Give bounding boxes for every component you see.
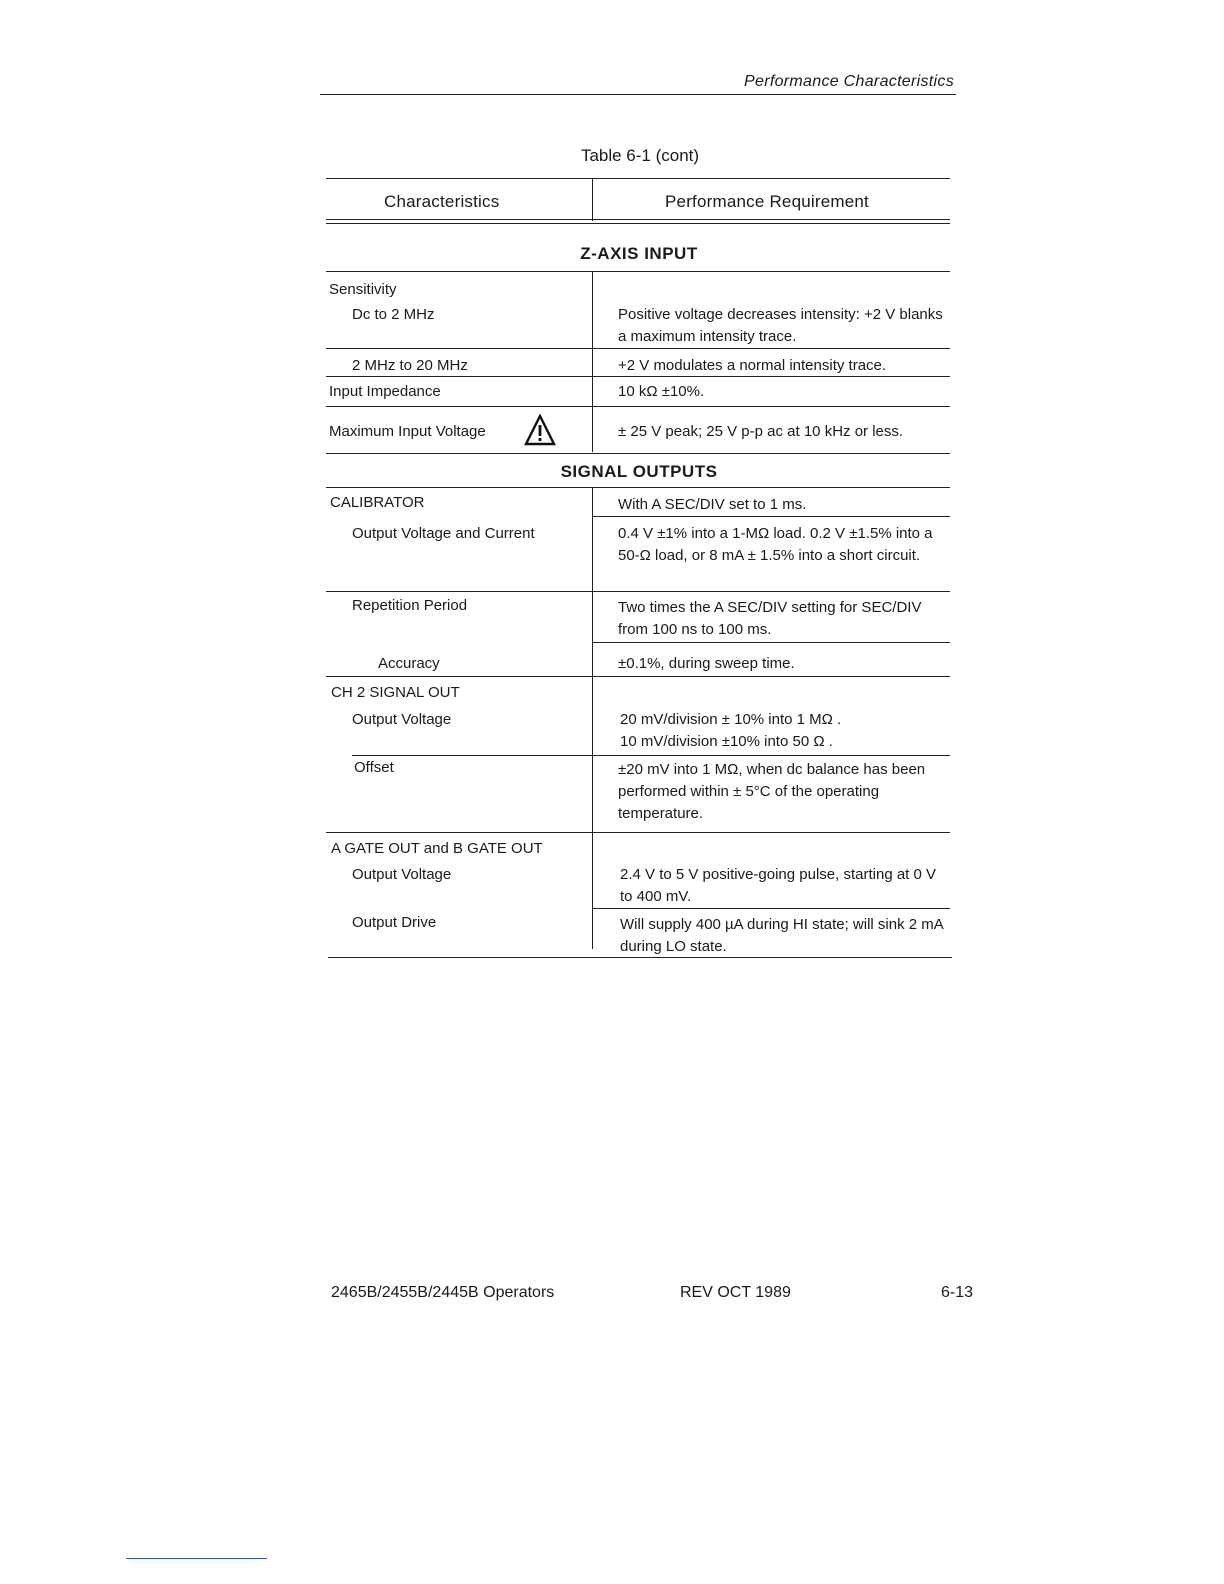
- column-divider: [592, 487, 593, 949]
- rule: [592, 642, 950, 643]
- rule: [326, 591, 950, 592]
- footer-page-number: 6-13: [941, 1284, 974, 1301]
- row-dc-2mhz: Dc to 2 MHz: [352, 306, 435, 323]
- section-signal-outputs: SIGNAL OUTPUTS: [560, 462, 718, 481]
- running-title: Performance Characteristics: [744, 73, 954, 90]
- req-offset: ±20 mV into 1 MΩ, when dc balance has been performed within ± 5°C of the operating temperature.: [618, 761, 926, 822]
- req-calibrator: With A SEC/DIV set to 1 ms.: [618, 496, 807, 513]
- rule: [326, 406, 950, 407]
- row-calibrator: CALIBRATOR: [330, 494, 425, 511]
- table-title: Table 6-1 (cont): [580, 146, 700, 165]
- footer-revision: REV OCT 1989: [680, 1284, 791, 1301]
- rule: [326, 271, 950, 272]
- row-offset: Offset: [354, 759, 394, 776]
- row-ch2-output-voltage: Output Voltage: [352, 711, 452, 728]
- req-dc-2mhz: Positive voltage decreases intensity: +2 V blanks a maximum intensity trace.: [618, 306, 943, 345]
- rule: [326, 223, 950, 224]
- row-ch2-signal-out: CH 2 SIGNAL OUT: [331, 684, 460, 701]
- link-underline: [126, 1558, 267, 1559]
- row-input-impedance: Input Impedance: [329, 383, 441, 400]
- req-ch2-voltage-line-1: 20 mV/division ± 10% into 1 MΩ .: [620, 711, 842, 728]
- rule: [326, 348, 950, 349]
- req-2-20mhz: +2 V modulates a normal intensity trace.: [618, 357, 887, 374]
- rule: [592, 516, 950, 517]
- footer-manual: 2465B/2455B/2445B Operators: [331, 1284, 555, 1301]
- rule: [326, 219, 950, 220]
- req-gate-output-voltage: 2.4 V to 5 V positive-going pulse, starting at 0 V to 400 mV.: [620, 866, 937, 905]
- req-output-voltage-current: 0.4 V ±1% into a 1-MΩ load. 0.2 V ±1.5% into a 50-Ω load, or 8 mA ± 1.5% into a short circuit.: [618, 525, 933, 564]
- req-repetition-period: Two times the A SEC/DIV setting for SEC/DIV from 100 ns to 100 ms.: [618, 599, 922, 638]
- rule: [592, 908, 950, 909]
- rule: [328, 957, 952, 958]
- req-max-input-voltage: ± 25 V peak; 25 V p-p ac at 10 kHz or less.: [618, 423, 904, 440]
- rule: [326, 832, 950, 833]
- rule: [326, 178, 950, 179]
- row-gate-out: A GATE OUT and B GATE OUT: [331, 840, 543, 857]
- row-max-input-voltage: Maximum Input Voltage: [329, 423, 486, 440]
- req-accuracy: ±0.1%, during sweep time.: [618, 655, 795, 672]
- row-repetition-period: Repetition Period: [352, 597, 468, 614]
- row-2-20mhz: 2 MHz to 20 MHz: [352, 357, 468, 374]
- req-input-impedance: 10 kΩ ±10%.: [618, 383, 705, 400]
- rule: [326, 376, 950, 377]
- rule: [326, 453, 950, 454]
- running-header: [320, 72, 956, 95]
- rule: [326, 487, 950, 488]
- section-z-axis-input: Z-AXIS INPUT: [580, 244, 698, 263]
- row-accuracy: Accuracy: [378, 655, 440, 672]
- row-gate-output-drive: Output Drive: [352, 914, 437, 931]
- req-gate-output-drive: Will supply 400 µA during HI state; will sink 2 mA during LO state.: [620, 916, 943, 955]
- row-output-voltage-current: Output Voltage and Current: [352, 525, 535, 542]
- row-sensitivity: Sensitivity: [329, 281, 397, 298]
- column-divider: [592, 178, 593, 221]
- warning-triangle-icon: [524, 414, 556, 446]
- req-ch2-voltage-line-2: 10 mV/division ±10% into 50 Ω .: [620, 733, 833, 750]
- col-characteristics-header: Characteristics: [384, 192, 500, 211]
- column-divider: [592, 271, 593, 452]
- row-gate-output-voltage: Output Voltage: [352, 866, 452, 883]
- rule: [352, 755, 950, 756]
- rule: [326, 676, 950, 677]
- col-requirement-header: Performance Requirement: [665, 192, 869, 211]
